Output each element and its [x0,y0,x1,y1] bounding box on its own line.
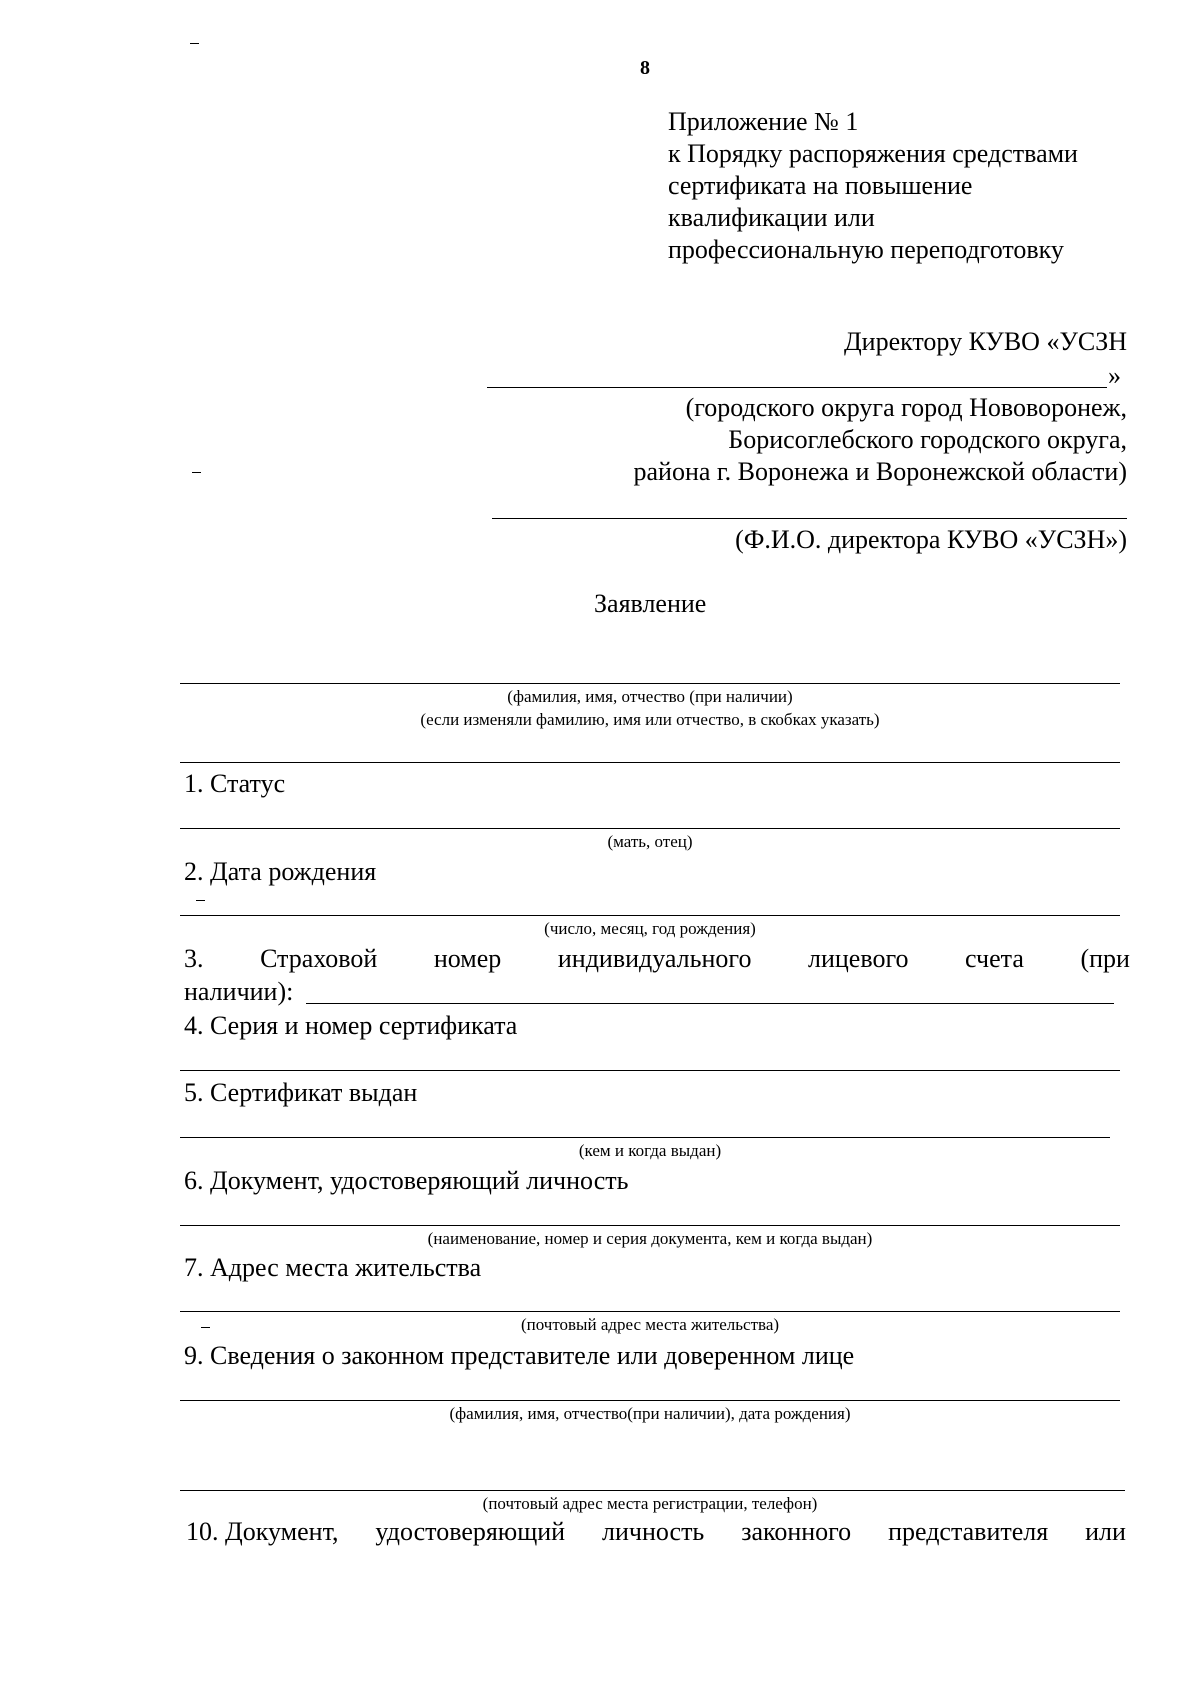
identity-doc-field [180,1225,1120,1226]
snils-label-line2: наличии): [184,977,294,1006]
page-number: 8 [640,57,650,79]
snils-word: счета [965,944,1024,973]
certificate-label: 4. Серия и номер сертификата [184,1011,518,1040]
snils-field [306,1003,1114,1004]
applicant-extra-field [180,762,1120,763]
snils-word: 3. [184,944,204,973]
director-fio-caption: (Ф.И.О. директора КУВО «УСЗН») [735,525,1127,554]
district-block [500,392,1127,488]
rep-doc-word: 10. Документ, [186,1517,339,1546]
rep-doc-word: законного [741,1517,852,1546]
representative-field [180,1400,1120,1401]
representative-label: 9. Сведения о законном представителе или доверенном лице [184,1341,855,1370]
closing-quote: » [1108,361,1121,390]
appendix-line: профессиональную переподготовку [668,235,1064,264]
identity-doc-caption: (наименование, номер и серия документа, кем и когда выдан) [427,1229,873,1248]
scan-mark [192,472,201,473]
applicant-caption: (если изменяли фамилию, имя или отчество, в скобках указать) [420,710,880,729]
snils-word: (при [1080,944,1130,973]
birth-date-caption: (число, месяц, год рождения) [544,919,756,938]
appendix-block [668,106,1078,266]
scan-mark [196,900,205,901]
rep-doc-word: личность [602,1517,705,1546]
birth-date-label: 2. Дата рождения [184,857,377,886]
address-field [180,1311,1120,1312]
rep-doc-label [186,1516,1126,1548]
appendix-line: Приложение № 1 [668,107,859,136]
birth-date-field [180,915,1120,916]
appendix-line: к Порядку распоряжения средствами [668,139,1078,168]
status-label: 1. Статус [184,769,286,798]
rep-doc-word: или [1085,1517,1126,1546]
status-caption: (мать, отец) [607,832,693,851]
director-org-field [487,387,1107,388]
applicant-caption: (фамилия, имя, отчество (при наличии) [507,687,793,706]
snils-label [184,943,1130,975]
rep-doc-word: представителя [888,1517,1049,1546]
snils-word: номер [433,944,502,973]
registration-caption: (почтовый адрес места регистрации, телефон) [482,1494,818,1513]
appendix-line: сертификата на повышение [668,171,973,200]
scan-mark [190,43,199,44]
certificate-field [180,1070,1120,1071]
page-title: Заявление [594,589,707,618]
director-line: Директору КУВО «УСЗН [843,327,1127,356]
district-line: Борисоглебского городского округа, [728,425,1127,454]
rep-doc-word: удостоверяющий [375,1517,566,1546]
director-fio-field [492,518,1127,519]
address-caption: (почтовый адрес места жительства) [520,1315,780,1334]
snils-word: Страховой [260,944,378,973]
address-label: 7. Адрес места жительства [184,1253,482,1282]
status-field [180,828,1120,829]
district-line: (городского округа город Нововоронеж, [685,393,1127,422]
issued-field [180,1137,1110,1138]
applicant-name-field [180,683,1120,684]
identity-doc-label: 6. Документ, удостоверяющий личность [184,1166,629,1195]
registration-field [180,1490,1125,1491]
issued-label: 5. Сертификат выдан [184,1078,418,1107]
appendix-line: квалификации или [668,203,875,232]
representative-caption: (фамилия, имя, отчество(при наличии), дата рождения) [449,1404,851,1423]
snils-word: лицевого [808,944,909,973]
snils-word: индивидуального [557,944,752,973]
issued-caption: (кем и когда выдан) [578,1141,722,1160]
district-line: района г. Воронежа и Воронежской области) [633,457,1127,486]
